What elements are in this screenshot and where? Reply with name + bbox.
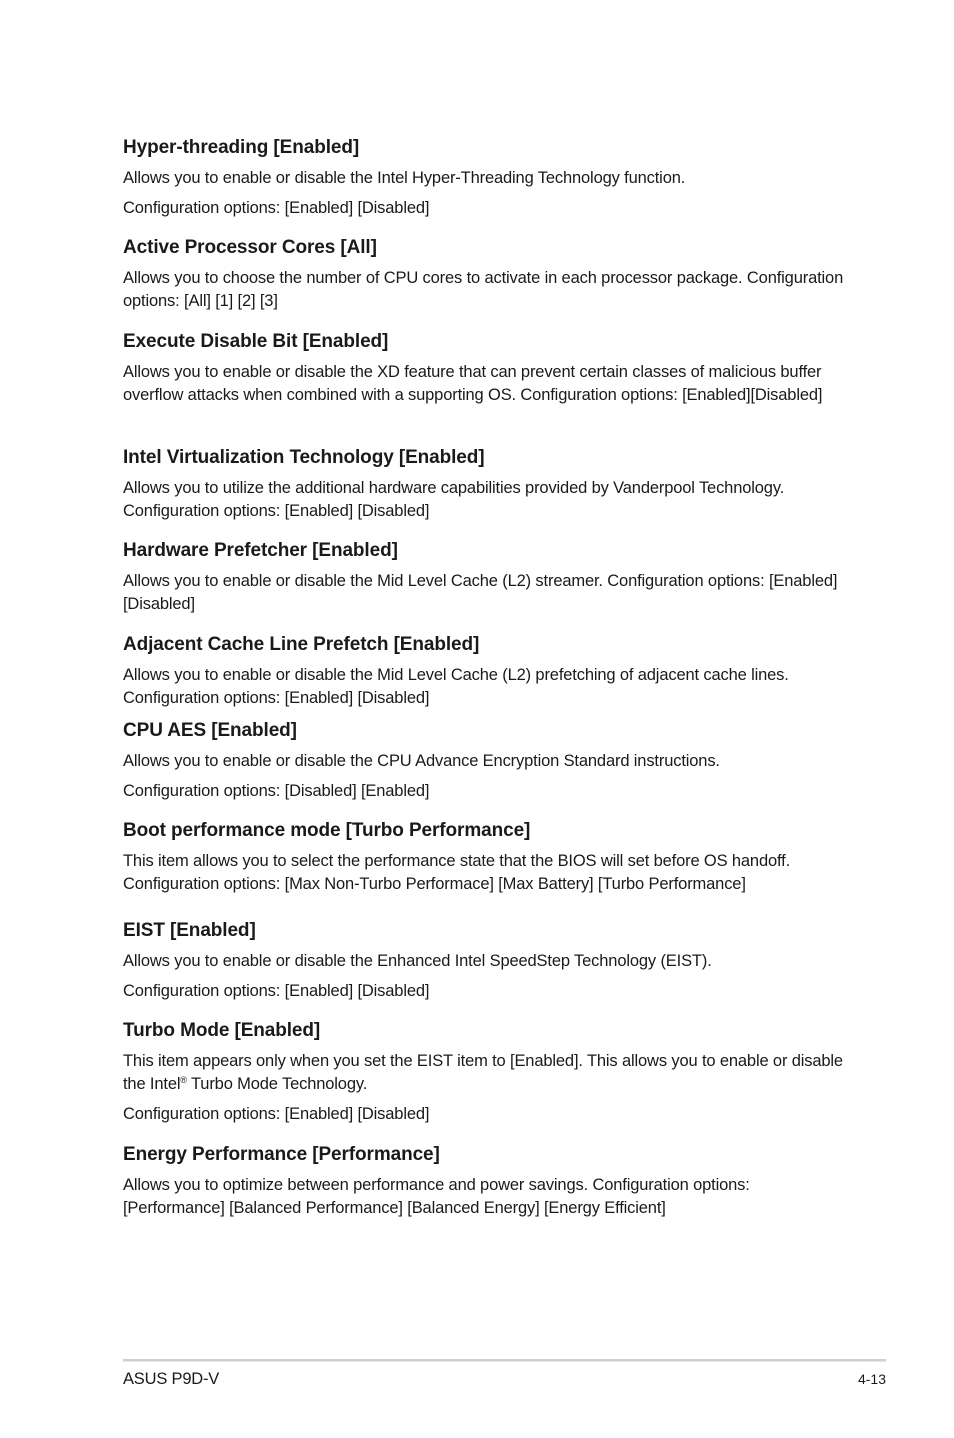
section-cpu-aes xyxy=(123,719,848,803)
section-config-options: Configuration options: [Disabled] [Enabled] xyxy=(123,782,430,800)
description-text: This item appears only when you set the EIST item to [Enabled]. This allows you to enable or disable the Intel xyxy=(123,1052,843,1093)
section-heading: Intel Virtualization Technology [Enabled] xyxy=(123,447,485,468)
section-description: Allows you to choose the number of CPU cores to activate in each processor package. Configuration options: [All] [1] [2] [3] xyxy=(123,269,844,310)
section-description: This item allows you to select the performance state that the BIOS will set before OS handoff. Configuration options: [Max Non-Turbo Performace] [Max Battery] [Turbo Performance] xyxy=(123,852,791,893)
section-heading: CPU AES [Enabled] xyxy=(123,720,297,741)
section-hyper-threading xyxy=(123,136,848,220)
section-heading: Boot performance mode [Turbo Performance] xyxy=(123,820,531,841)
description-tail: Turbo Mode Technology. xyxy=(186,1075,368,1093)
section-hardware-prefetcher xyxy=(123,539,848,616)
section-heading: Execute Disable Bit [Enabled] xyxy=(123,331,389,352)
section-heading: Energy Performance [Performance] xyxy=(123,1144,440,1165)
footer-page-number: 4-13 xyxy=(857,1371,886,1387)
section-description: Allows you to enable or disable the Intel Hyper-Threading Technology function. xyxy=(123,169,686,187)
registered-trademark-mark: ® xyxy=(180,1075,187,1085)
section-config-options: Configuration options: [Enabled] [Disabled] xyxy=(123,199,430,217)
section-active-processor-cores xyxy=(123,236,848,313)
section-heading: Hyper-threading [Enabled] xyxy=(123,137,360,158)
section-description xyxy=(123,1050,848,1096)
section-boot-performance-mode xyxy=(123,819,848,896)
section-heading: EIST [Enabled] xyxy=(123,920,256,941)
section-config-options: Configuration options: [Enabled] [Disabled] xyxy=(123,982,430,1000)
section-heading: Active Processor Cores [All] xyxy=(123,237,377,258)
section-description: Allows you to enable or disable the Mid Level Cache (L2) streamer. Configuration options: [Enabled] [Disabled] xyxy=(123,572,838,613)
section-heading: Hardware Prefetcher [Enabled] xyxy=(123,540,398,561)
section-eist xyxy=(123,919,848,1003)
section-description: Allows you to enable or disable the XD feature that can prevent certain classes of malicious buffer overflow attacks when combined with a supporting OS. Configuration options: [Enabled][Disabled] xyxy=(123,363,823,404)
footer-product-name: ASUS P9D-V xyxy=(123,1370,220,1388)
section-description: Allows you to enable or disable the Enhanced Intel SpeedStep Technology (EIST). xyxy=(123,952,712,970)
section-energy-performance xyxy=(123,1143,848,1220)
footer-divider xyxy=(123,1359,886,1362)
section-config-options: Configuration options: [Enabled] [Disabled] xyxy=(123,1105,430,1123)
section-description: Allows you to enable or disable the Mid Level Cache (L2) prefetching of adjacent cache lines. Configuration options: [Enabled] [Disabled] xyxy=(123,666,789,707)
section-intel-virtualization xyxy=(123,446,848,523)
section-description: Allows you to utilize the additional hardware capabilities provided by Vanderpool Technology. Configuration options: [Enabled] [Disabled] xyxy=(123,479,785,520)
section-heading: Turbo Mode [Enabled] xyxy=(123,1020,321,1041)
section-description: Allows you to enable or disable the CPU Advance Encryption Standard instructions. xyxy=(123,752,720,770)
section-description: Allows you to optimize between performance and power savings. Configuration options: [Performance] [Balanced Performance] [Balanced Energy] [Energy Efficient] xyxy=(123,1176,750,1217)
section-heading: Adjacent Cache Line Prefetch [Enabled] xyxy=(123,634,480,655)
section-execute-disable-bit xyxy=(123,330,848,407)
section-adjacent-cache-line xyxy=(123,633,848,710)
section-turbo-mode xyxy=(123,1019,848,1126)
